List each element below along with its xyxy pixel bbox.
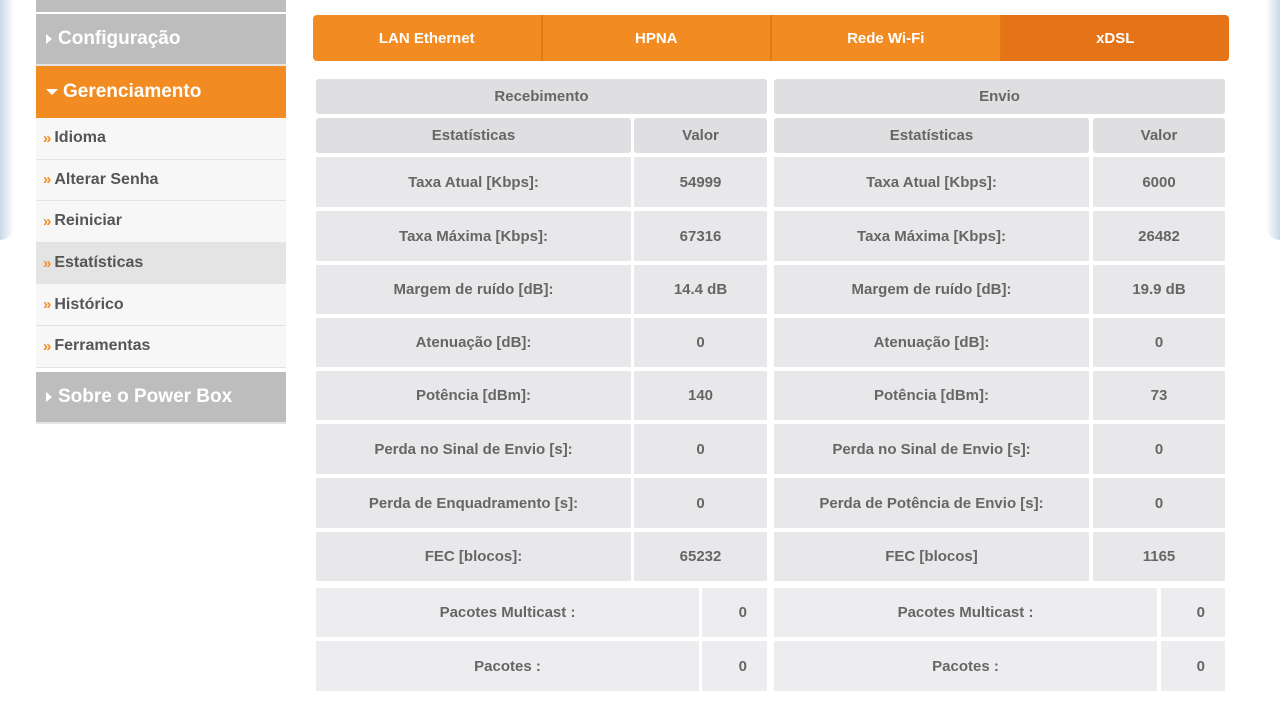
sidebar — [36, 0, 286, 424]
envio-col-value: Valor — [1093, 118, 1225, 153]
double-chevron-right-icon: » — [43, 129, 50, 147]
sidebar-item-idioma[interactable] — [36, 118, 286, 160]
recebimento-row-value: 67316 — [634, 211, 767, 261]
envio-row-label: FEC [blocos] — [774, 532, 1089, 581]
sidebar-item-label: Alterar Senha — [54, 170, 159, 188]
envio-row-value: 19.9 dB — [1093, 265, 1225, 314]
triangle-down-icon — [46, 89, 58, 95]
background-edge-right — [1266, 0, 1280, 240]
sidebar-section-configuracao[interactable] — [36, 14, 286, 66]
double-chevron-right-icon: » — [43, 254, 50, 272]
sidebar-item-ferramentas[interactable] — [36, 326, 286, 368]
envio-row-label: Perda no Sinal de Envio [s]: — [774, 424, 1089, 474]
sidebar-item-label: Estatísticas — [54, 254, 144, 272]
double-chevron-right-icon: » — [43, 212, 50, 230]
recebimento-row-label: Perda de Enquadramento [s]: — [316, 478, 631, 528]
envio-row-label: Taxa Atual [Kbps]: — [774, 157, 1089, 207]
triangle-right-icon — [46, 392, 52, 402]
envio-row-label: Potência [dBm]: — [774, 371, 1089, 420]
envio-row-label: Taxa Máxima [Kbps]: — [774, 211, 1089, 261]
double-chevron-right-icon: » — [43, 296, 50, 314]
envio-row-value: 26482 — [1093, 211, 1225, 261]
envio-row-value: 1165 — [1093, 532, 1225, 581]
recebimento-row-label: Taxa Máxima [Kbps]: — [316, 211, 631, 261]
tab-hpna[interactable]: HPNA — [543, 15, 773, 61]
sidebar-item-label: Reiniciar — [54, 212, 122, 230]
recebimento-extra-value: 0 — [702, 641, 767, 691]
double-chevron-right-icon: » — [43, 171, 50, 189]
envio-title: Envio — [774, 79, 1225, 114]
sidebar-section-label: Gerenciamento — [63, 81, 202, 102]
envio-row-value: 0 — [1093, 478, 1225, 528]
recebimento-extra-label: Pacotes Multicast : — [316, 588, 699, 637]
recebimento-row-label: Perda no Sinal de Envio [s]: — [316, 424, 631, 474]
recebimento-row-value: 140 — [634, 371, 767, 420]
background-edge-left — [0, 0, 14, 240]
envio-row-value: 0 — [1093, 424, 1225, 474]
recebimento-extra-label: Pacotes : — [316, 641, 699, 691]
recebimento-row-label: Atenuação [dB]: — [316, 318, 631, 367]
sidebar-item-historico[interactable] — [36, 284, 286, 326]
recebimento-row-value: 0 — [634, 424, 767, 474]
envio-extra-label: Pacotes : — [774, 641, 1157, 691]
recebimento-row-value: 54999 — [634, 157, 767, 207]
recebimento-row-label: FEC [blocos]: — [316, 532, 631, 581]
sidebar-item-label: Idioma — [54, 129, 106, 147]
envio-row-value: 0 — [1093, 318, 1225, 367]
recebimento-row-label: Potência [dBm]: — [316, 371, 631, 420]
envio-row-label: Perda de Potência de Envio [s]: — [774, 478, 1089, 528]
recebimento-row-value: 0 — [634, 478, 767, 528]
envio-row-label: Atenuação [dB]: — [774, 318, 1089, 367]
sidebar-section-gerenciamento[interactable] — [36, 66, 286, 118]
sidebar-item-label: Histórico — [54, 295, 124, 313]
recebimento-col-stats: Estatísticas — [316, 118, 631, 153]
recebimento-row-value: 0 — [634, 318, 767, 367]
envio-extra-value: 0 — [1161, 588, 1225, 637]
sidebar-section-label: Sobre o Power Box — [58, 385, 233, 407]
envio-row-value: 6000 — [1093, 157, 1225, 207]
double-chevron-right-icon: » — [43, 337, 50, 355]
sidebar-section-label: Configuração — [58, 28, 181, 49]
recebimento-extra-value: 0 — [702, 588, 767, 637]
recebimento-row-label: Taxa Atual [Kbps]: — [316, 157, 631, 207]
sidebar-item-alterar-senha[interactable] — [36, 160, 286, 202]
triangle-right-icon — [46, 34, 52, 44]
tab-xdsl[interactable]: xDSL — [1002, 15, 1230, 61]
envio-extra-label: Pacotes Multicast : — [774, 588, 1157, 637]
envio-extra-value: 0 — [1161, 641, 1225, 691]
sidebar-section-sobre[interactable] — [36, 372, 286, 424]
recebimento-row-value: 65232 — [634, 532, 767, 581]
sidebar-item-label: Ferramentas — [54, 337, 151, 355]
sidebar-top-stub — [36, 0, 286, 14]
sidebar-item-estatisticas[interactable] — [36, 243, 286, 285]
recebimento-row-label: Margem de ruído [dB]: — [316, 265, 631, 314]
recebimento-row-value: 14.4 dB — [634, 265, 767, 314]
sidebar-item-reiniciar[interactable] — [36, 201, 286, 243]
envio-col-stats: Estatísticas — [774, 118, 1089, 153]
tab-rede-wifi[interactable]: Rede Wi-Fi — [772, 15, 1002, 61]
recebimento-col-value: Valor — [634, 118, 767, 153]
envio-row-value: 73 — [1093, 371, 1225, 420]
envio-row-label: Margem de ruído [dB]: — [774, 265, 1089, 314]
recebimento-title: Recebimento — [316, 79, 767, 114]
tab-bar — [313, 15, 1229, 61]
tab-lan-ethernet[interactable]: LAN Ethernet — [313, 15, 543, 61]
